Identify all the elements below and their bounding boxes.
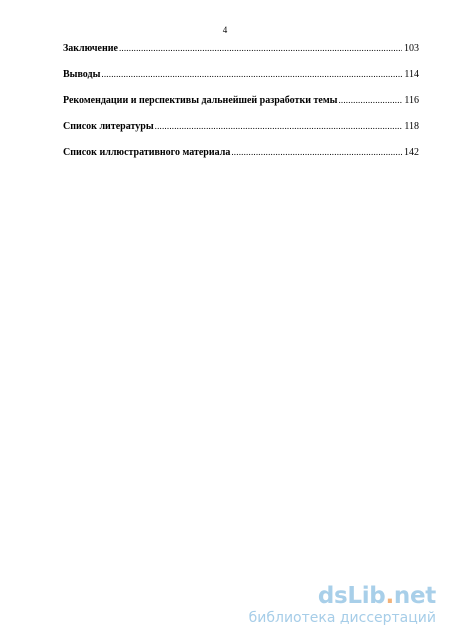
- toc-leader-dots: [119, 42, 402, 54]
- toc-entry-findings[interactable]: [63, 64, 419, 90]
- toc-leader-dots: [155, 120, 403, 132]
- toc-entry-recommendations[interactable]: [63, 90, 419, 116]
- toc-entry-conclusion[interactable]: [63, 38, 419, 64]
- watermark-logo-dot: .: [385, 583, 394, 609]
- toc-entry-illustrations[interactable]: [63, 142, 419, 168]
- table-of-contents: [63, 38, 419, 168]
- toc-entry-references[interactable]: [63, 116, 419, 142]
- page-number: 4: [222, 25, 228, 35]
- watermark-subtitle: библиотека диссертаций: [248, 610, 436, 626]
- toc-entry-page: 103: [404, 43, 419, 54]
- watermark-logo: [249, 583, 436, 609]
- toc-entry-page: 118: [404, 121, 419, 132]
- toc-leader-dots: [101, 68, 402, 80]
- toc-entry-title: Заключение: [63, 43, 118, 54]
- toc-entry-page: 114: [404, 69, 419, 80]
- toc-entry-title: Список литературы: [63, 121, 154, 132]
- toc-leader-dots: [338, 94, 402, 106]
- toc-entry-title: Список иллюстративного материала: [63, 147, 231, 158]
- toc-leader-dots: [231, 146, 402, 158]
- watermark-logo-part2: net: [393, 583, 436, 609]
- dslib-watermark: [249, 583, 436, 627]
- toc-entry-page: 142: [404, 147, 419, 158]
- watermark-logo-part1: dsLib: [317, 583, 386, 609]
- toc-entry-page: 116: [404, 95, 419, 106]
- toc-entry-title: Выводы: [63, 69, 101, 80]
- toc-entry-title: Рекомендации и перспективы дальнейшей разработки темы: [63, 95, 338, 106]
